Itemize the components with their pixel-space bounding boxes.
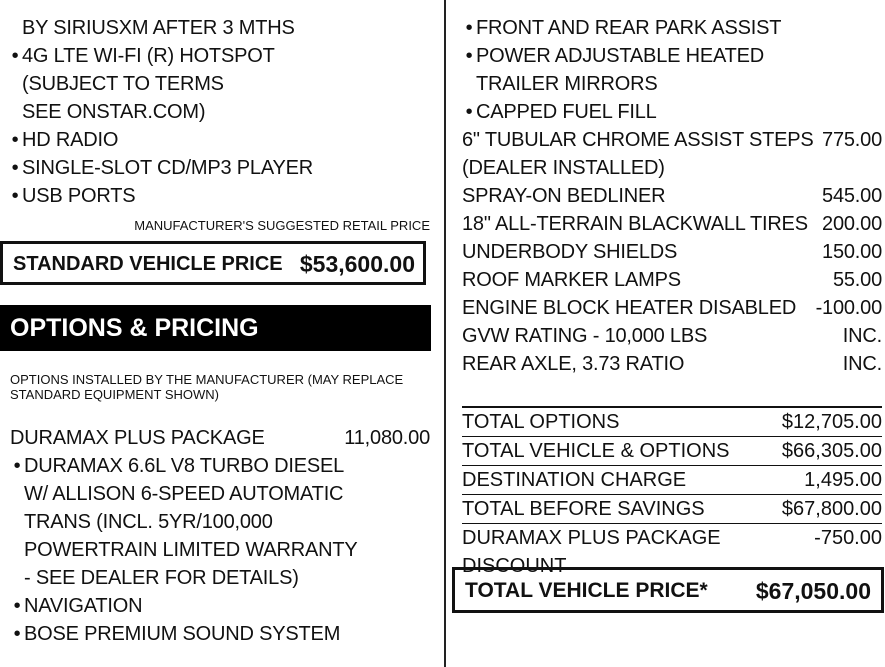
total-vehicle-price-box [452,567,884,613]
option-row [462,294,882,322]
column-divider [444,0,446,667]
option-label: (DEALER INSTALLED) [462,157,665,179]
option-label: ENGINE BLOCK HEATER DISABLED [462,297,797,319]
option-label: • CAPPED FUEL FILL [462,98,657,126]
package-line: TRANS (INCL. 5YR/100,000 [24,511,273,533]
option-row [462,98,882,126]
total-row-value: -750.00 [814,527,882,549]
standard-vehicle-price-label: STANDARD VEHICLE PRICE [13,253,283,275]
standard-equipment-list [8,14,313,210]
option-label: ROOF MARKER LAMPS [462,269,681,291]
option-row [462,210,882,238]
option-price: INC. [842,325,882,347]
total-row [462,465,882,494]
equipment-line: • USB PORTS [8,182,313,210]
option-price: INC. [842,353,882,375]
package-line: • BOSE PREMIUM SOUND SYSTEM [10,620,430,648]
standard-vehicle-price-box [0,241,426,285]
equipment-line: • 4G LTE WI-FI (R) HOTSPOT [8,42,313,70]
total-row-label: TOTAL OPTIONS [462,411,620,433]
total-row-label: DESTINATION CHARGE [462,469,687,491]
equipment-line: (SUBJECT TO TERMS [22,73,224,95]
option-label: UNDERBODY SHIELDS [462,241,678,263]
package-row [10,424,430,452]
total-row-label: TOTAL BEFORE SAVINGS [462,498,705,520]
total-row-value: $67,800.00 [781,498,882,520]
msrp-caption: MANUFACTURER'S SUGGESTED RETAIL PRICE [134,218,430,233]
package-line: W/ ALLISON 6-SPEED AUTOMATIC [24,483,344,505]
option-row [462,14,882,42]
option-price: -100.00 [815,297,882,319]
package-line: POWERTRAIN LIMITED WARRANTY [24,539,358,561]
total-row-label: TOTAL VEHICLE & OPTIONS [462,440,730,462]
package-name: DURAMAX PLUS PACKAGE [10,427,265,449]
options-list [462,14,882,378]
option-price: 150.00 [822,241,882,263]
option-row [462,322,882,350]
option-label: SPRAY-ON BEDLINER [462,185,666,207]
total-row [462,406,882,436]
option-row [462,42,882,70]
options-pricing-heading: OPTIONS & PRICING [0,305,431,351]
option-row [462,154,882,182]
option-label: 18" ALL-TERRAIN BLACKWALL TIRES [462,213,808,235]
total-row [462,494,882,523]
option-price: 200.00 [822,213,882,235]
totals-block [462,406,882,580]
total-row-value: $12,705.00 [781,411,882,433]
total-row-label: DURAMAX PLUS PACKAGE DISCOUNT [462,527,721,577]
option-label: TRAILER MIRRORS [476,73,658,95]
option-price: 55.00 [832,269,882,291]
option-label: • POWER ADJUSTABLE HEATED [462,42,764,70]
option-row [462,182,882,210]
option-row [462,238,882,266]
option-row [462,266,882,294]
total-vehicle-price-value: $67,050.00 [755,578,871,604]
package-line: - SEE DEALER FOR DETAILS) [24,567,299,589]
option-label: • FRONT AND REAR PARK ASSIST [462,14,781,42]
package-block [10,424,430,648]
package-line: • NAVIGATION [10,592,430,620]
option-row [462,70,882,98]
options-note: OPTIONS INSTALLED BY THE MANUFACTURER (MAY REPLACE STANDARD EQUIPMENT SHOWN) [10,372,404,402]
package-line: • DURAMAX 6.6L V8 TURBO DIESEL [10,452,430,480]
standard-vehicle-price-value: $53,600.00 [299,251,415,277]
total-row-value: 1,495.00 [804,469,882,491]
package-contents [10,452,430,648]
total-vehicle-price-label: TOTAL VEHICLE PRICE* [465,579,708,602]
option-label: GVW RATING - 10,000 LBS [462,325,708,347]
total-row-value: $66,305.00 [781,440,882,462]
total-row [462,436,882,465]
equipment-line: BY SIRIUSXM AFTER 3 MTHS [22,17,295,39]
option-price: 545.00 [822,185,882,207]
equipment-line: • SINGLE-SLOT CD/MP3 PLAYER [8,154,313,182]
option-label: 6" TUBULAR CHROME ASSIST STEPS [462,129,814,151]
option-row [462,350,882,378]
option-label: REAR AXLE, 3.73 RATIO [462,353,685,375]
equipment-line: SEE ONSTAR.COM) [22,101,206,123]
option-price: 775.00 [822,129,882,151]
option-row [462,126,882,154]
package-price: 11,080.00 [344,427,430,449]
equipment-line: • HD RADIO [8,126,313,154]
